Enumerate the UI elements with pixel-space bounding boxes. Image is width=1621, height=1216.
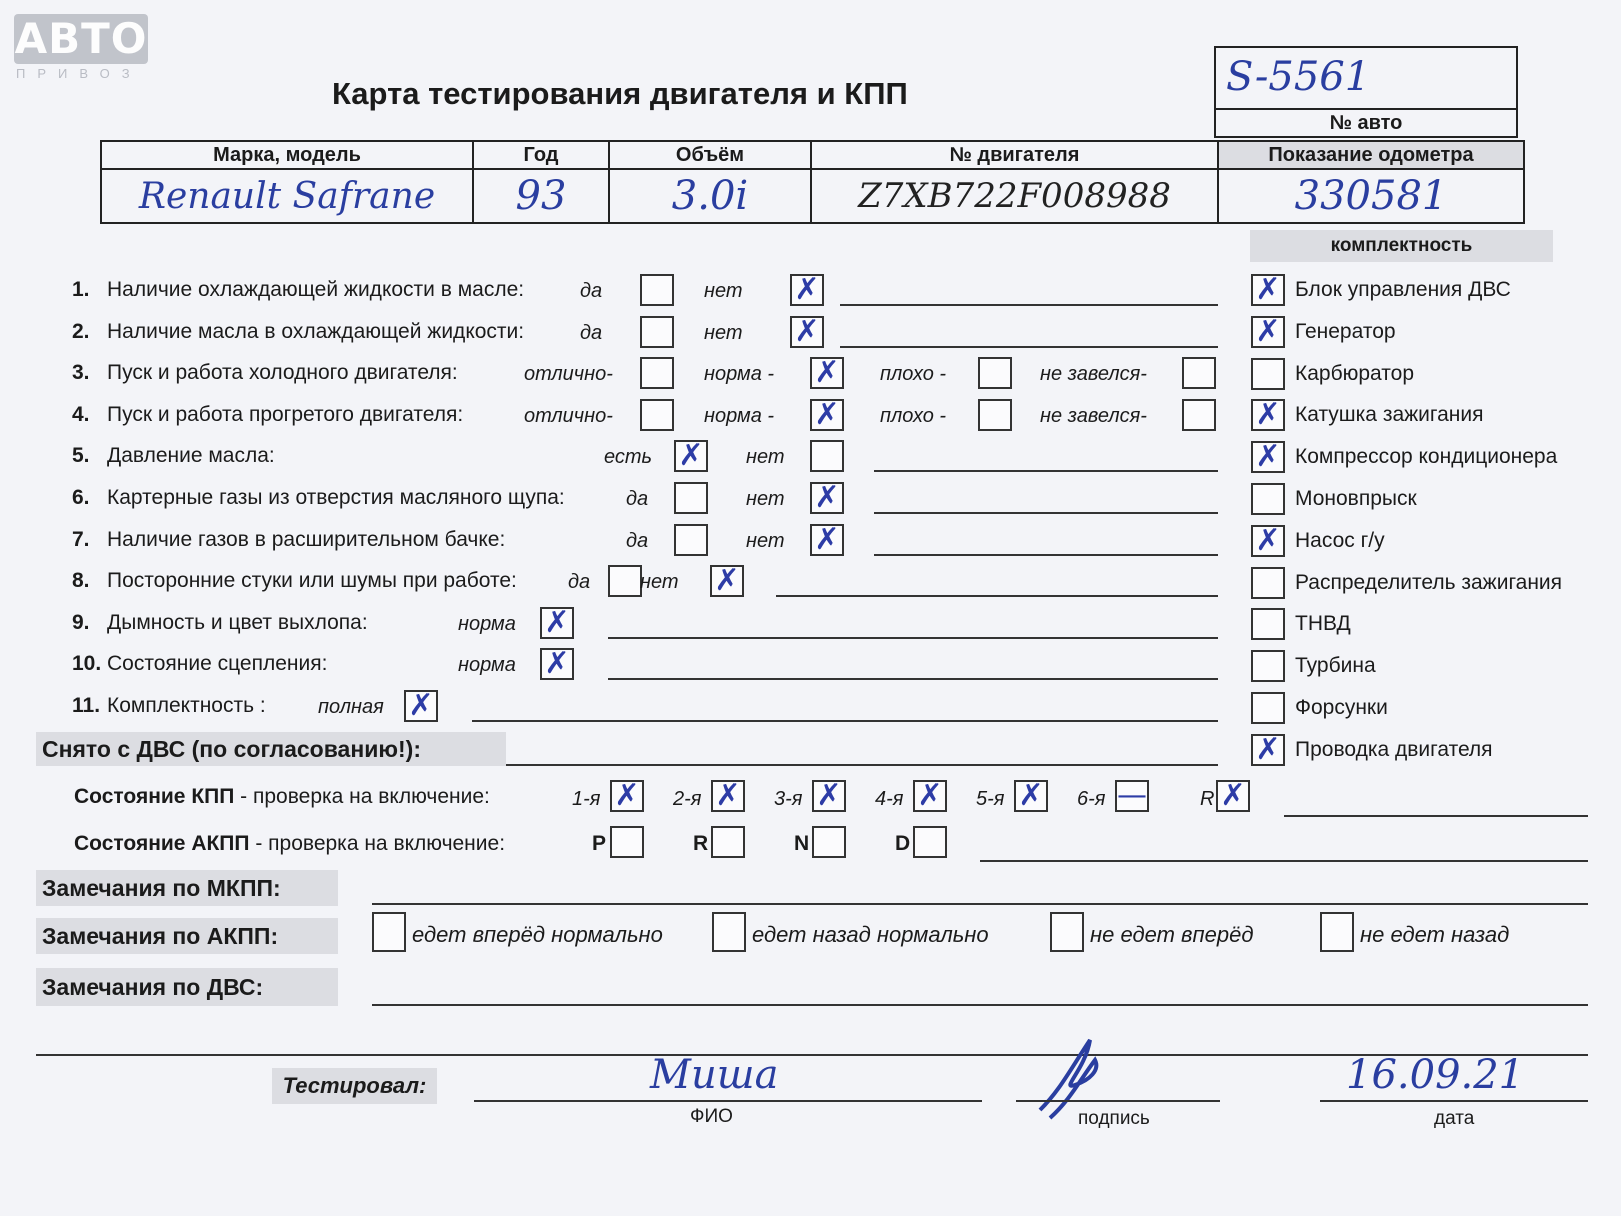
check-label: Состояние сцепления: [107,652,328,676]
check-option-checkbox-mark [610,567,640,595]
check-number: 8. [72,569,90,593]
check-option-checkbox-mark [676,484,706,512]
kit-item-label: Блок управления ДВС [1295,278,1511,301]
check-option-checkbox[interactable] [1182,357,1216,389]
akpp-gear-label: P [592,832,607,855]
check-option-checkbox[interactable] [640,316,674,348]
date-caption: дата [1434,1108,1475,1129]
check-option-checkbox[interactable] [810,396,844,432]
signature-line [1016,1100,1220,1102]
check-option-label: норма - [704,404,775,427]
remarks-mkpp-line [372,903,1588,905]
akpp-remark-label: едет назад нормально [752,922,989,947]
akpp-remark-checkbox[interactable] [712,912,746,952]
kit-checkbox[interactable] [1251,399,1285,431]
kpp-gear-checkbox-mark: ✗ [917,778,943,813]
kpp-gear-checkbox-mark: ✗ [816,778,842,813]
check-number: 7. [72,527,90,551]
kit-checkbox[interactable] [1251,483,1285,515]
kpp-gear-checkbox[interactable] [812,780,846,812]
check-label: Картерные газы из отверстия масляного щупа: [107,486,565,509]
akpp-label-bold: Состояние АКПП [74,832,250,855]
check-label: Посторонние стуки или шумы при работе: [107,569,517,593]
check-answer-line [776,595,1218,597]
car-number-box [1214,46,1518,138]
akpp-remark-checkbox-mark [1322,914,1352,950]
check-option-checkbox-mark [812,442,842,470]
check-option-label: да [626,488,649,510]
kit-item-label: Катушка зажигания [1295,403,1484,427]
akpp-remark-label: едет вперёд нормально [412,922,663,947]
kit-checkbox[interactable] [1251,731,1285,767]
kpp-gear-checkbox-mark: ✗ [1220,778,1246,813]
remarks-akpp-label: Замечания по АКПП: [36,918,338,954]
check-option-checkbox[interactable] [640,399,674,431]
kit-checkbox-mark: ✗ [1255,397,1281,433]
check-option-checkbox[interactable] [608,565,642,597]
remarks-mkpp-label: Замечания по МКПП: [36,870,338,906]
kit-checkbox[interactable] [1251,313,1285,349]
logo-subtitle: ПРИВОЗ [16,66,142,81]
check-option-checkbox-mark: ✗ [544,646,570,682]
kit-checkbox-mark: ✗ [1255,731,1281,767]
value-volume: 3.0i [609,169,811,223]
kit-checkbox[interactable] [1251,441,1285,473]
kit-checkbox-mark [1253,652,1283,680]
check-answer-line [874,512,1218,514]
check-option-label: не завелся- [1040,404,1147,427]
check-answer-line [840,346,1218,348]
akpp-gear-checkbox[interactable] [610,826,644,858]
akpp-remark-label: не едет назад [1360,922,1510,947]
check-option-label: плохо - [880,404,947,427]
akpp-remark-checkbox[interactable] [372,912,406,952]
check-answer-line [874,470,1218,472]
kpp-gear-checkbox[interactable] [1115,780,1149,812]
check-option-label: нет [640,571,679,594]
kit-checkbox-mark: ✗ [1255,272,1281,307]
kpp-gear-checkbox[interactable] [711,780,745,812]
kpp-gear-checkbox-mark: ✗ [614,778,640,813]
check-option-label: да [580,280,603,302]
kpp-gear-label: 5-я [976,788,1005,810]
kit-checkbox-mark: ✗ [1255,522,1281,558]
check-option-label: норма [458,654,516,677]
check-option-checkbox-mark: ✗ [814,396,840,432]
check-answer-line [472,720,1218,722]
col-volume: Объём [609,141,811,169]
check-option-checkbox[interactable] [790,313,824,349]
akpp-gear-checkbox[interactable] [711,826,745,858]
check-option-checkbox-mark: ✗ [794,313,820,349]
check-number: 11. [72,694,101,717]
signature-scribble [1030,1030,1130,1120]
check-answer-line [608,637,1218,639]
kit-checkbox-mark [1253,569,1283,597]
vehicle-info-table [100,140,1525,224]
check-answer-line [608,678,1218,680]
check-option-checkbox-mark: ✗ [794,272,820,307]
check-option-checkbox[interactable] [710,565,744,597]
akpp-gear-label: N [794,832,810,855]
kpp-label-bold: Состояние КПП [74,785,235,808]
check-option-checkbox[interactable] [810,482,844,514]
kit-item-label: Карбюратор [1295,361,1415,385]
kit-checkbox-mark: ✗ [1255,313,1281,349]
check-option-label: нет [746,529,785,552]
kpp-gear-checkbox[interactable] [1014,780,1048,812]
check-option-label: отлично- [524,363,613,386]
check-label: Комплектность : [107,694,266,717]
check-option-label: нет [704,321,743,344]
check-option-label: нет [746,446,785,469]
kit-checkbox[interactable] [1251,650,1285,682]
value-odometer: 330581 [1218,169,1524,223]
kpp-gear-label: R [1200,788,1215,810]
kit-item-label: Форсунки [1295,696,1388,719]
kit-checkbox[interactable] [1251,608,1285,640]
check-option-checkbox[interactable] [674,440,708,472]
kit-checkbox[interactable] [1251,692,1285,724]
check-option-label: полная [318,696,384,718]
check-option-checkbox[interactable] [540,648,574,680]
name-caption: ФИО [690,1106,733,1127]
check-option-checkbox[interactable] [978,357,1012,389]
check-answer-line [840,304,1218,306]
check-option-label: не завелся- [1040,363,1147,386]
removed-line [506,764,1218,766]
kit-checkbox[interactable] [1251,274,1285,306]
check-option-checkbox[interactable] [640,274,674,306]
check-option-checkbox[interactable] [978,399,1012,431]
kit-checkbox-mark [1253,485,1283,513]
check-option-checkbox[interactable] [674,482,708,514]
remarks-dvs-label: Замечания по ДВС: [36,968,338,1006]
col-odometer: Показание одометра [1218,141,1524,169]
akpp-gear-checkbox-mark [915,828,945,856]
check-label: Наличие газов в расширительном бачке: [107,527,506,551]
kit-item-label: Распределитель зажигания [1295,570,1563,594]
check-option-checkbox-mark [1184,401,1214,429]
check-option-checkbox-mark [642,276,672,304]
check-label: Пуск и работа прогретого двигателя: [107,402,464,426]
check-number: 9. [72,610,90,634]
kpp-gear-label: 6-я [1077,788,1106,810]
check-option-label: норма - [704,363,775,386]
check-label: Давление масла: [107,444,275,468]
check-option-checkbox[interactable] [640,357,674,389]
col-engine-number: № двигателя [811,141,1218,169]
check-number: 3. [72,361,90,385]
check-number: 10. [72,652,102,676]
check-option-checkbox-mark [642,401,672,429]
kpp-gear-checkbox-mark: ✗ [1018,778,1044,813]
check-option-label: нет [746,488,785,510]
col-year: Год [473,141,609,169]
avto-privoz-logo: АВТО [14,14,148,63]
akpp-label-rest: - проверка на включение: [249,832,506,855]
akpp-remark-checkbox[interactable] [1320,912,1354,952]
check-option-checkbox-mark: ✗ [814,355,840,391]
akpp-remark-checkbox-mark [1052,914,1082,950]
kpp-gear-label: 3-я [774,788,803,810]
check-option-checkbox-mark: ✗ [544,604,570,640]
kit-item-label: Генератор [1295,319,1396,343]
akpp-gear-checkbox[interactable] [913,826,947,858]
test-date: 16.09.21 [1346,1052,1525,1098]
akpp-gear-label: R [693,832,709,855]
check-option-checkbox-mark [1184,359,1214,387]
col-brand-model: Марка, модель [101,141,473,169]
akpp-gear-label: D [895,832,911,855]
check-option-checkbox[interactable] [810,440,844,472]
check-option-checkbox[interactable] [540,604,574,640]
kit-item-label: Насос г/у [1295,528,1385,552]
check-option-checkbox-mark [980,359,1010,387]
check-option-checkbox-mark: ✗ [814,480,840,515]
value-brand-model: Renault Safrane [101,169,473,223]
check-label: Дымность и цвет выхлопа: [107,610,368,634]
remarks-dvs-line-1 [372,1004,1588,1006]
kpp-gear-label: 4-я [875,788,904,810]
check-option-checkbox-mark [642,359,672,387]
check-option-checkbox-mark: ✗ [814,521,840,557]
check-option-label: нет [704,280,743,302]
check-option-checkbox-mark: ✗ [408,688,434,723]
kit-checkbox-mark [1253,610,1283,638]
check-option-label: отлично- [524,404,613,427]
name-line [474,1100,982,1102]
check-option-checkbox[interactable] [810,521,844,557]
check-label: Наличие масла в охлаждающей жидкости: [107,319,525,343]
tested-label: Тестировал: [272,1068,437,1104]
check-option-checkbox-mark [676,526,706,554]
akpp-line [980,860,1588,862]
kit-item-label: Компрессор кондиционера [1295,445,1558,469]
check-number: 4. [72,402,90,426]
check-number: 5. [72,444,90,468]
kit-checkbox[interactable] [1251,358,1285,390]
akpp-remark-checkbox-mark [374,914,404,950]
kit-checkbox-mark [1253,360,1283,388]
kpp-gear-label: 2-я [673,788,702,810]
check-label: Наличие охлаждающей жидкости в масле: [107,278,525,301]
kpp-gear-checkbox-mark: — [1117,778,1147,813]
kpp-line [1284,815,1588,817]
kit-item-label: Турбина [1295,654,1376,678]
check-option-checkbox[interactable] [810,357,844,389]
kit-checkbox[interactable] [1251,522,1285,558]
kit-checkbox-mark: ✗ [1255,439,1281,475]
kit-title: комплектность [1250,230,1553,262]
page-title: Карта тестирования двигателя и КПП [332,76,908,111]
car-number-value: S-5561 [1226,54,1371,100]
check-option-label: есть [604,446,653,469]
date-line [1320,1100,1588,1102]
check-option-checkbox-mark: ✗ [678,438,704,474]
kpp-gear-label: 1-я [572,788,601,810]
check-option-label: да [568,571,591,594]
signature-caption: подпись [1078,1108,1150,1129]
kit-checkbox[interactable] [1251,567,1285,599]
check-option-label: норма [458,612,516,635]
check-number: 2. [72,319,90,343]
kpp-gear-checkbox-mark: ✗ [715,778,741,813]
akpp-gear-checkbox-mark [814,828,844,856]
check-option-checkbox-mark [980,401,1010,429]
kpp-gear-checkbox[interactable] [913,780,947,812]
removed-label: Снято с ДВС (по согласованию!): [36,732,506,766]
kit-item-label: Проводка двигателя [1295,737,1493,761]
car-number-divider [1216,108,1516,110]
akpp-remark-checkbox-mark [714,914,744,950]
check-option-checkbox-mark [642,318,672,346]
value-engine-number: Z7XB722F008988 [811,169,1218,223]
check-number: 1. [72,278,90,301]
check-option-checkbox[interactable] [790,274,824,306]
check-label: Пуск и работа холодного двигателя: [107,361,458,385]
akpp-gear-checkbox[interactable] [812,826,846,858]
check-answer-line [874,554,1218,556]
kpp-gear-checkbox[interactable] [1216,780,1250,812]
check-option-checkbox[interactable] [404,690,438,722]
kpp-label-rest: - проверка на включение: [234,785,490,808]
kpp-gear-checkbox[interactable] [610,780,644,812]
akpp-label [74,832,505,856]
akpp-remark-label: не едет вперёд [1090,922,1254,947]
kit-item-label: ТНВД [1295,612,1351,636]
kit-item-label: Моновпрыск [1295,487,1417,510]
akpp-gear-checkbox-mark [612,828,642,856]
tester-name: Миша [650,1052,779,1098]
check-option-label: да [626,529,649,552]
check-option-checkbox[interactable] [674,524,708,556]
check-option-checkbox[interactable] [1182,399,1216,431]
check-option-label: да [580,321,603,344]
akpp-remark-checkbox[interactable] [1050,912,1084,952]
car-number-label: № авто [1329,112,1403,134]
kpp-label [74,785,490,809]
check-number: 6. [72,486,90,509]
value-year: 93 [473,169,609,223]
check-option-label: плохо - [880,363,947,386]
kit-checkbox-mark [1253,694,1283,722]
check-option-checkbox-mark: ✗ [714,563,740,599]
akpp-gear-checkbox-mark [713,828,743,856]
